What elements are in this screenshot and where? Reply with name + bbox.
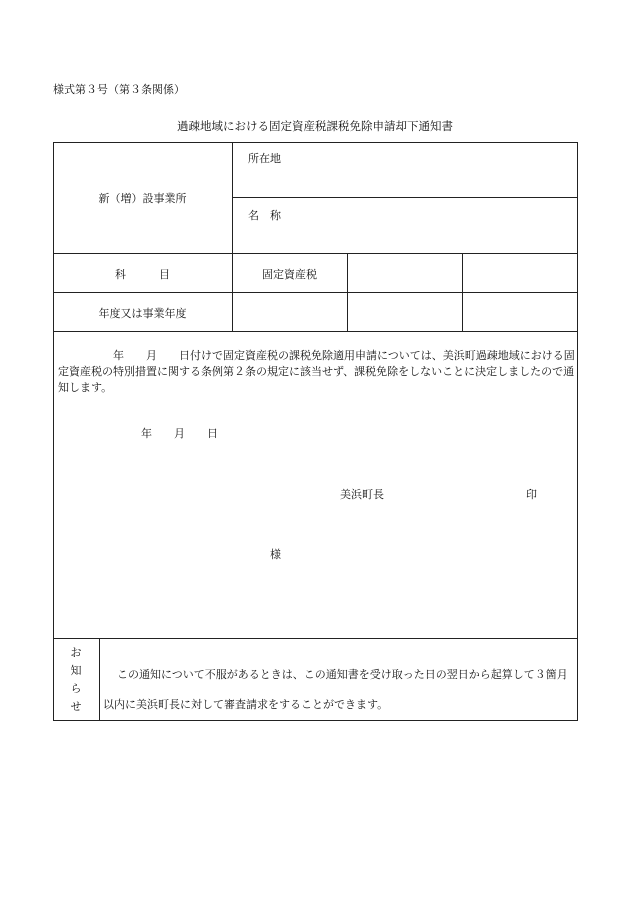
name-label: 名 称	[248, 209, 281, 222]
year-label: 年度又は事業年度	[98, 307, 187, 320]
divider	[232, 142, 233, 332]
divider	[53, 292, 578, 293]
issuer-name: 美浜町長	[340, 488, 384, 501]
date-line: 年 月 日	[141, 427, 218, 440]
divider	[347, 253, 348, 332]
form-table	[53, 142, 578, 721]
divider	[53, 638, 578, 639]
item-label: 科 目	[115, 268, 170, 281]
facility-label: 新（増）設事業所	[98, 192, 187, 205]
notice-paragraph: 年 月 日付けで固定資産税の課税免除適用申請については、美浜町過疎地域における固定資産税の特別措置に関する条例第２条の規定に該当せず、課税免除をしないことに決定しましたので通知します。	[58, 349, 575, 394]
divider	[53, 331, 578, 332]
notice-label	[53, 638, 99, 721]
seal-mark: 印	[526, 488, 537, 501]
divider	[99, 638, 100, 721]
divider	[462, 253, 463, 332]
notice-label-char: ら	[70, 681, 82, 695]
form-number: 様式第３号（第３条関係）	[53, 83, 185, 96]
item-value: 固定資産税	[262, 268, 317, 281]
location-label: 所在地	[248, 152, 281, 165]
notice-label-char: 知	[70, 663, 82, 677]
notice-label-char: お	[70, 645, 82, 659]
notice-text: この通知について不服があるときは、この通知書を受け取った日の翌日から起算して３箇月以内に美浜町長に対して審査請求をすることができます。	[103, 668, 568, 711]
notice-label-char: せ	[70, 699, 82, 713]
document-title: 過疎地域における固定資産税課税免除申請却下通知書	[177, 119, 453, 133]
divider	[53, 253, 578, 254]
addressee-suffix: 様	[270, 548, 281, 561]
divider	[232, 197, 578, 198]
